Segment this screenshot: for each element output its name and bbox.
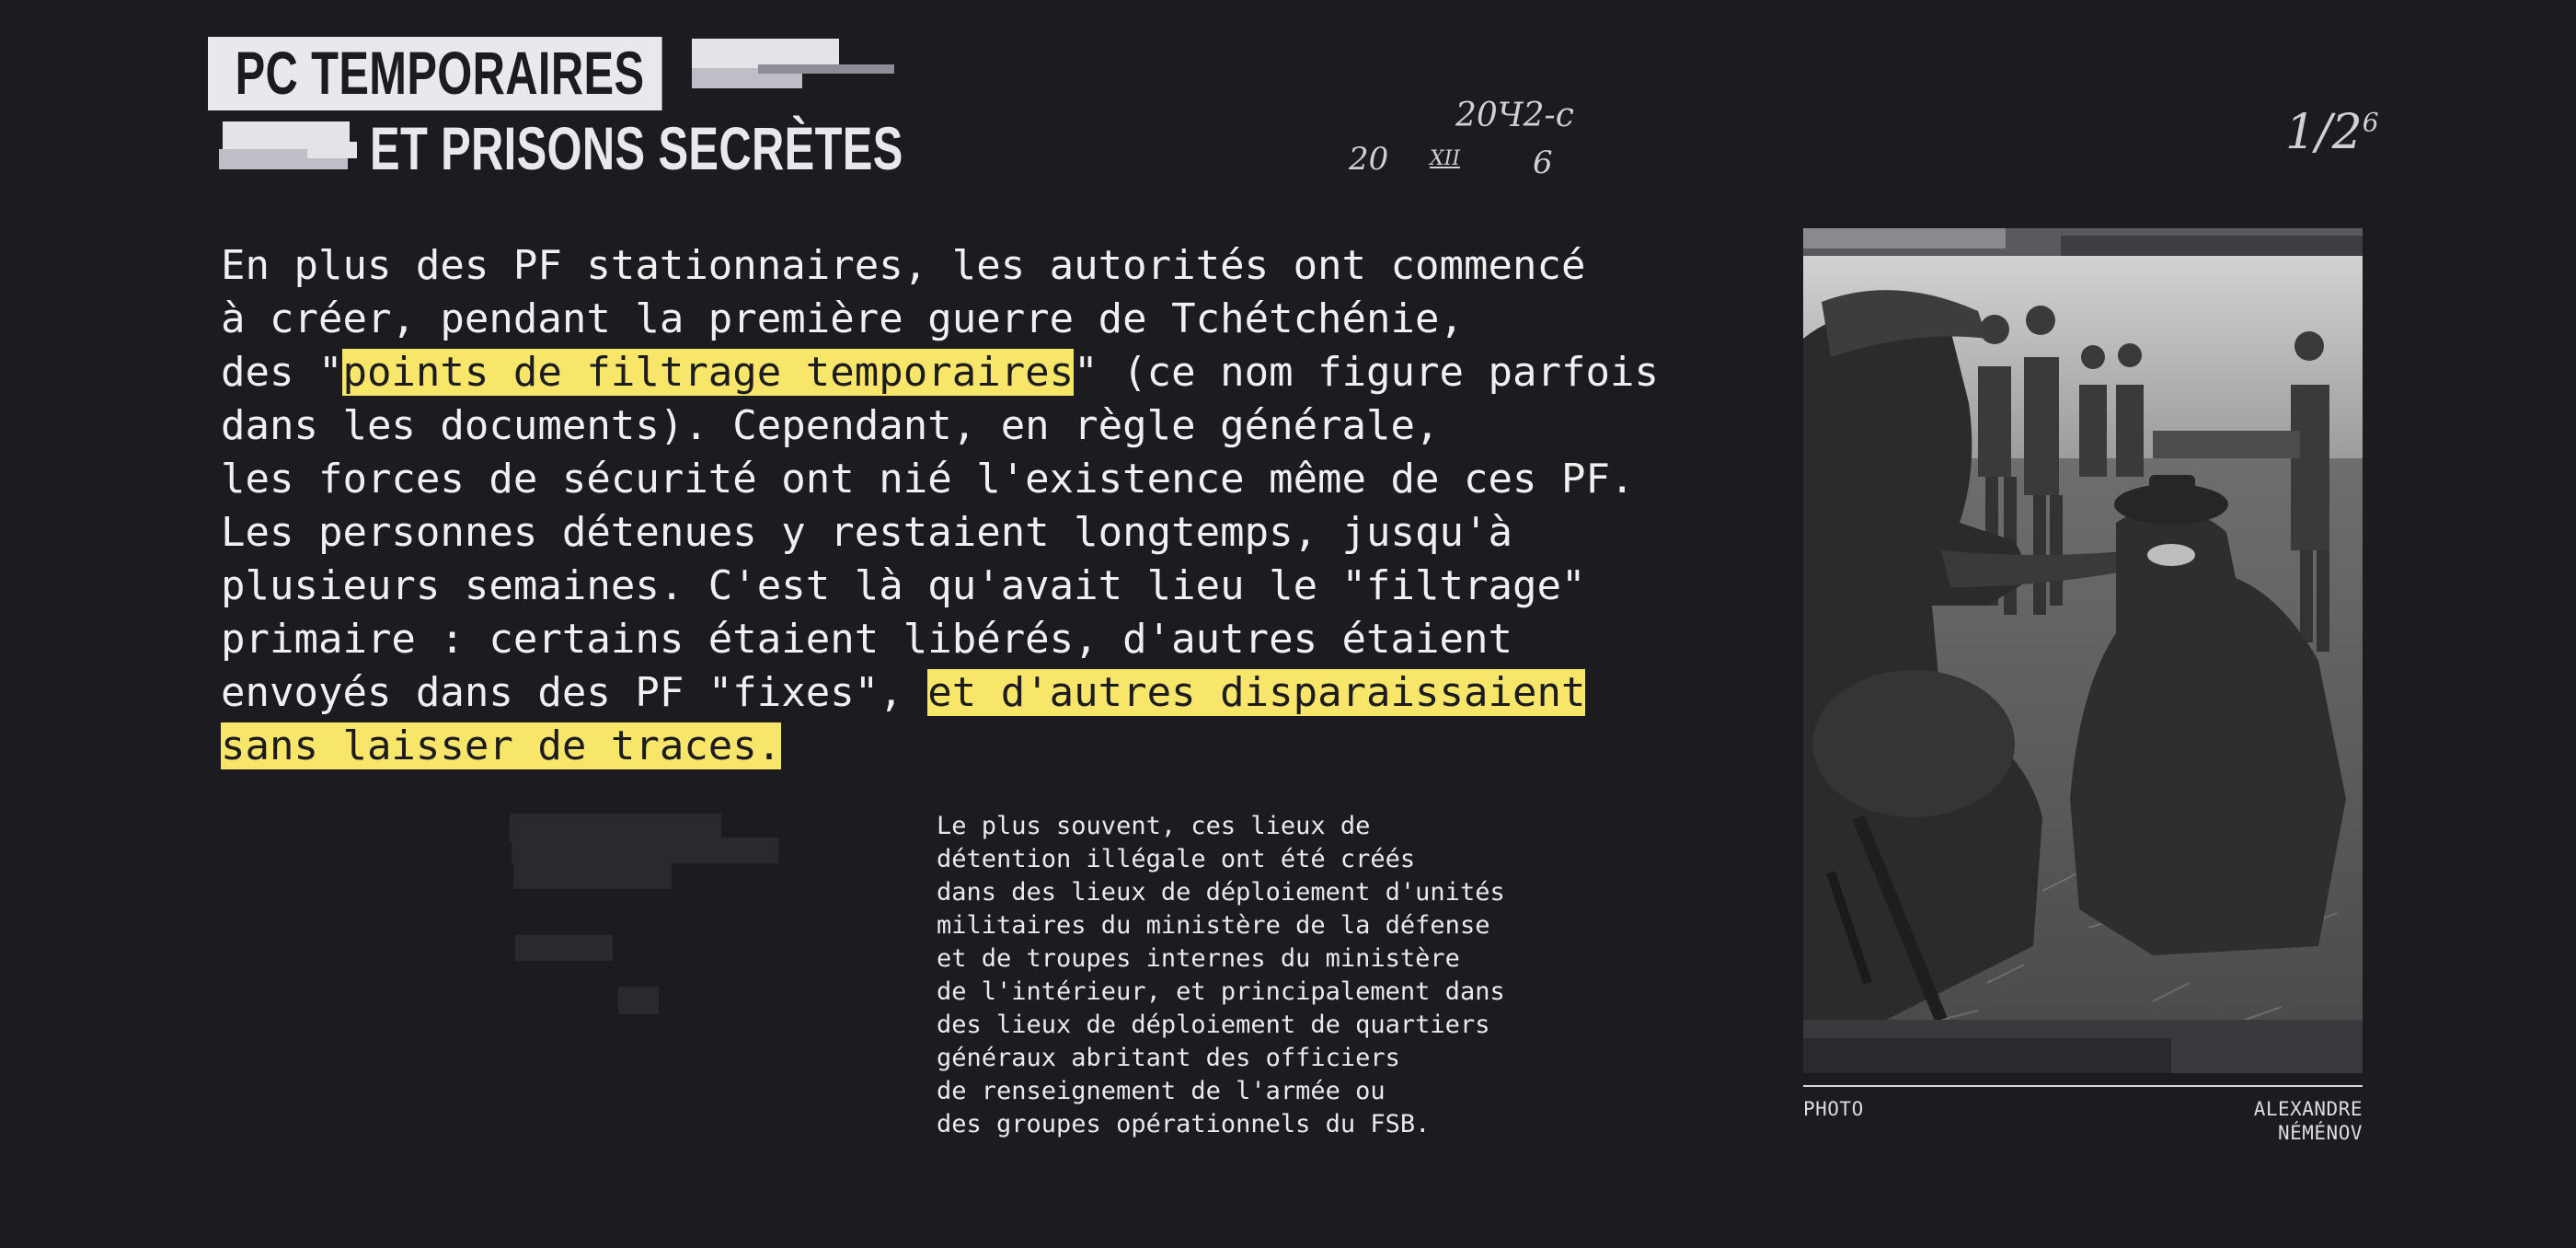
photo-illustration: [1803, 228, 2363, 1073]
text-segment: des ": [221, 349, 343, 396]
side-paragraph-line: et de troupes internes du ministère: [937, 944, 1460, 973]
side-paragraph: [937, 810, 1581, 1141]
paragraph-line: dans les documents). Cependant, en règle générale,: [221, 402, 1440, 449]
redaction-block: [618, 987, 659, 1014]
side-paragraph-line: généraux abritant des officiers: [937, 1044, 1400, 1072]
archive-mark-month: XII: [1430, 147, 1461, 170]
title-line-1: PC TEMPORAIRES: [208, 37, 662, 110]
side-paragraph-line: de renseignement de l'armée ou: [937, 1077, 1386, 1105]
archive-corner-mark: [2285, 105, 2379, 160]
tape-strip: [758, 64, 894, 74]
paragraph-line: [221, 346, 1711, 399]
redaction-block: [515, 935, 613, 961]
paragraph-line: [221, 666, 1711, 720]
archive-corner-value: 1/2: [2285, 105, 2363, 160]
side-paragraph-line: détention illégale ont été créés: [937, 845, 1416, 873]
photo-credit-first-name: ALEXANDRE: [2253, 1098, 2363, 1120]
text-segment: envoyés dans des PF "fixes",: [221, 669, 928, 716]
paragraph-line: les forces de sécurité ont nié l'existence même de ces PF.: [221, 456, 1635, 503]
documentary-photo: [1803, 228, 2363, 1073]
side-paragraph-line: de l'intérieur, et principalement dans: [937, 977, 1505, 1006]
archive-mark-code: 20Ч2-с: [1455, 97, 1574, 134]
tape-strip: [307, 142, 357, 158]
title-block: [206, 33, 905, 190]
photo-credit-label: PHOTO: [1803, 1098, 1864, 1120]
archive-mark-number: 20: [1349, 141, 1389, 178]
side-paragraph-line: militaires du ministère de la défense: [937, 911, 1490, 940]
photo-divider: [1803, 1085, 2363, 1087]
paragraph-line: Les personnes détenues y restaient longtemps, jusqu'à: [221, 509, 1512, 556]
title-line-2: ET PRISONS SECRÈTES: [370, 114, 903, 182]
archive-mark-digit: 6: [1533, 144, 1553, 181]
redaction-block: [512, 838, 778, 863]
text-segment: " (ce nom figure parfois: [1074, 349, 1659, 396]
side-paragraph-line: dans des lieux de déploiement d'unités: [937, 878, 1505, 907]
side-paragraph-line: Le plus souvent, ces lieux de: [937, 812, 1371, 840]
paragraph-line: à créer, pendant la première guerre de Tchétchénie,: [221, 295, 1465, 342]
photo-credit-last-name: NÉMÉNOV: [2277, 1122, 2363, 1144]
redaction-block: [513, 861, 672, 889]
side-paragraph-line: des groupes opérationnels du FSB.: [937, 1110, 1431, 1138]
paragraph-line: plusieurs semaines. C'est là qu'avait lieu le "filtrage": [221, 562, 1586, 609]
highlighted-text: et d'autres disparaissaient: [927, 669, 1586, 716]
archive-corner-sup: 6: [2362, 107, 2379, 138]
highlighted-text: sans laisser de traces.: [221, 722, 782, 769]
paragraph-line: En plus des PF stationnaires, les autorités ont commencé: [221, 242, 1586, 289]
photo-credit-name: [2254, 1097, 2363, 1145]
side-paragraph-line: des lieux de déploiement de quartiers: [937, 1011, 1490, 1039]
paragraph-line: primaire : certains étaient libérés, d'autres étaient: [221, 616, 1512, 663]
highlighted-text: points de filtrage temporaires: [342, 349, 1075, 396]
paragraph-line: [221, 720, 1711, 773]
main-paragraph: [221, 239, 1711, 773]
